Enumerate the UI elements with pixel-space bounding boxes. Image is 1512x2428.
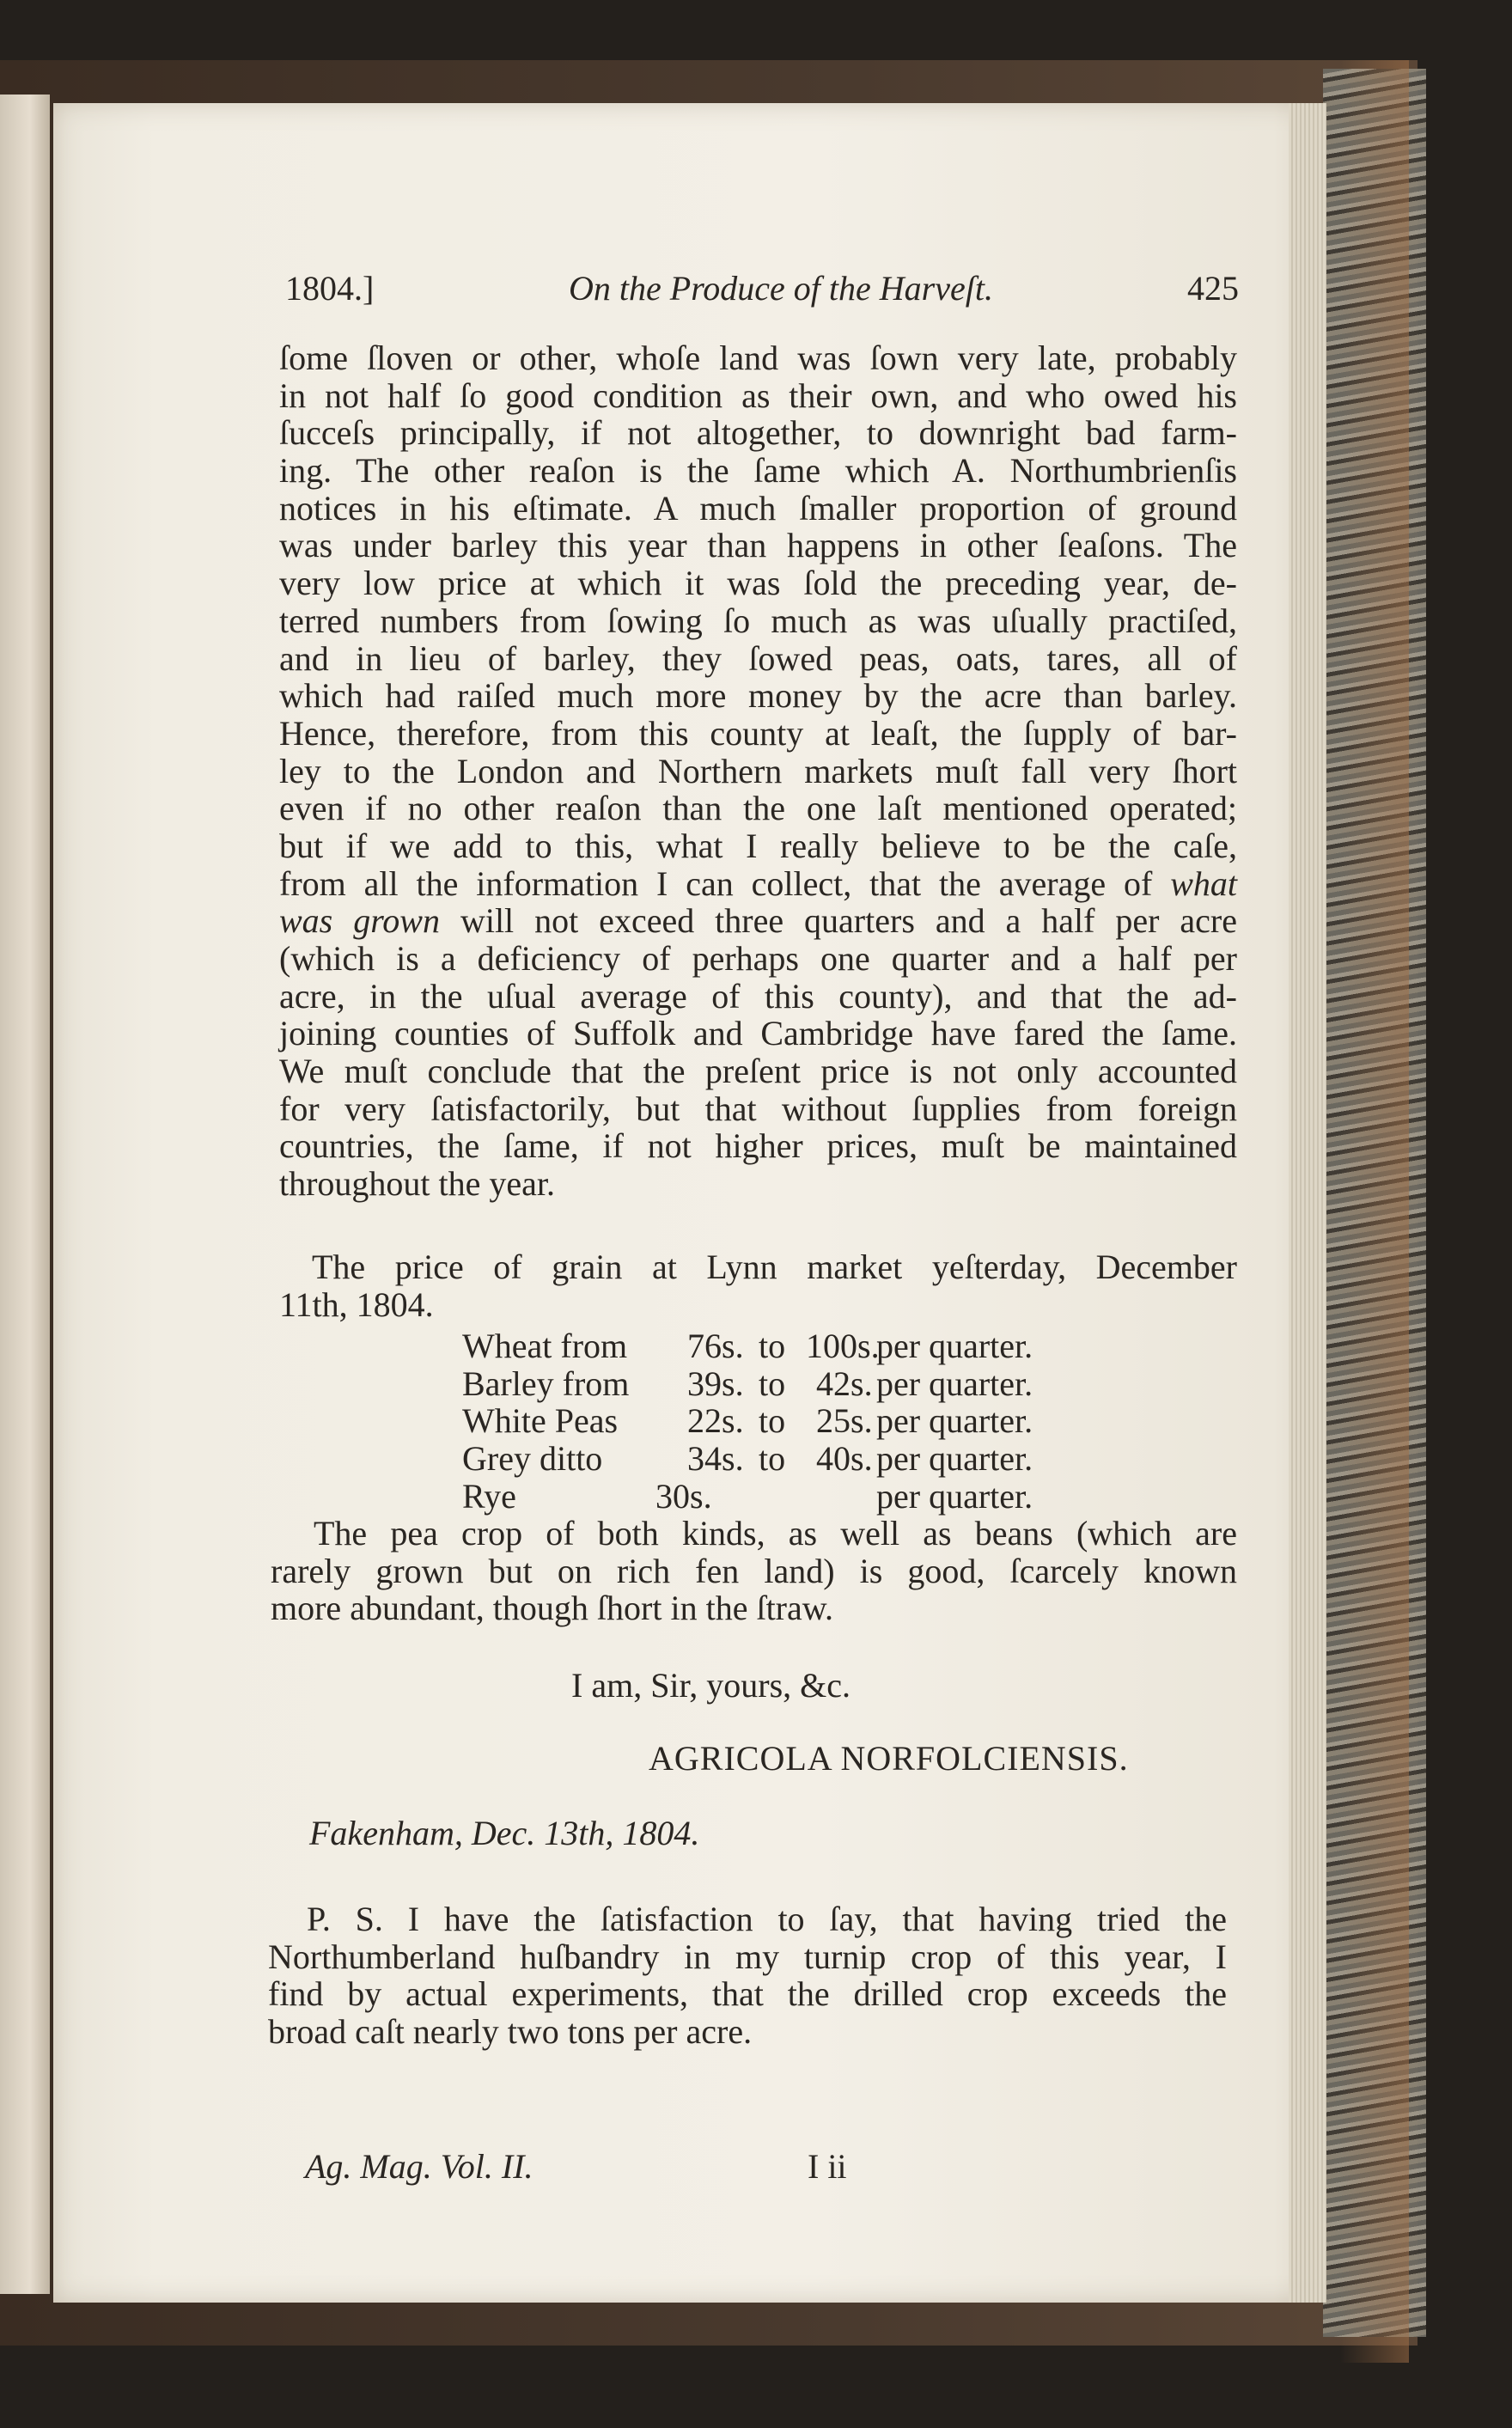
text-line: was under barley this year than happens in other ſeaſons. The bbox=[279, 526, 1237, 565]
price-row bbox=[462, 1365, 1064, 1403]
grain-name: Rye bbox=[462, 1476, 516, 1516]
price-row bbox=[462, 1478, 1064, 1516]
page-footer bbox=[305, 2148, 924, 2191]
text-line: countries, the ſame, if not higher prices, muſt be maintained bbox=[279, 1126, 1237, 1166]
text-line: Northumberland huſbandry in my turnip crop of this year, I bbox=[268, 1937, 1227, 1976]
text-line: and in lieu of barley, they ſowed peas, oats, tares, all of bbox=[279, 638, 1237, 678]
price-low: 30s. bbox=[655, 1476, 712, 1516]
text-line: ing. The other reaſon is the ſame which A. Northumbrienſis bbox=[279, 451, 1237, 491]
text-line: The pea crop of both kinds, as well as beans (which are bbox=[314, 1514, 1237, 1553]
text-line: acre, in the uſual average of this county), and that the ad- bbox=[279, 976, 1237, 1016]
price-unit: per quarter. bbox=[876, 1363, 1033, 1403]
text-line: for very ſatisfactorily, but that without ſupplies from foreign bbox=[279, 1089, 1237, 1128]
text-line: The price of grain at Lynn market yeſterday, December bbox=[312, 1248, 1237, 1286]
price-low: 22s. bbox=[687, 1401, 744, 1441]
text-segment: will not exceed three quarters and a half per acre bbox=[460, 901, 1238, 941]
postscript bbox=[268, 1900, 1227, 2051]
header-year: 1804.] bbox=[285, 269, 375, 308]
page-header bbox=[285, 268, 1239, 320]
page-fore-edge bbox=[1289, 103, 1326, 2303]
signature: AGRICOLA NORFOLCIENSIS. bbox=[649, 1739, 1129, 1778]
left-page-edge bbox=[0, 95, 50, 2294]
text-line: even if no other reaſon than the one laſt mentioned operated; bbox=[279, 789, 1237, 828]
text-line: ſucceſs principally, if not altogether, to downright bad farm- bbox=[279, 413, 1237, 453]
price-high: 42s. bbox=[816, 1363, 873, 1403]
price-row bbox=[462, 1440, 1064, 1478]
grain-name: Grey ditto bbox=[462, 1439, 603, 1479]
price-low: 76s. bbox=[687, 1327, 744, 1365]
dateline: Fakenham, Dec. 13th, 1804. bbox=[309, 1814, 700, 1852]
price-unit: per quarter. bbox=[876, 1476, 1033, 1516]
text-line: joining counties of Suffolk and Cambridge have fared the ſame. bbox=[279, 1014, 1237, 1053]
grain-name: Wheat from bbox=[462, 1327, 628, 1365]
text-line: very low price at which it was ſold the preceding year, de- bbox=[279, 564, 1237, 603]
paragraph-2 bbox=[279, 1248, 1237, 1323]
text-line-with-italic bbox=[279, 902, 1237, 940]
text-line: (which is a deficiency of perhaps one quarter and a half per bbox=[279, 939, 1237, 978]
text-line: in not half ſo good condition as their own, and who owed his bbox=[279, 375, 1237, 415]
paragraph-3 bbox=[271, 1515, 1237, 1627]
paragraph-1 bbox=[279, 339, 1237, 1203]
price-list bbox=[462, 1327, 1064, 1515]
text-line: but if we add to this, what I really believe to be the caſe, bbox=[279, 826, 1237, 865]
text-line: more abundant, though ſhort in the ſtraw. bbox=[271, 1589, 834, 1628]
text-line: ſome ſloven or other, whoſe land was ſown very late, probably bbox=[279, 339, 1237, 377]
grain-name: Barley from bbox=[462, 1363, 630, 1403]
price-low: 39s. bbox=[687, 1363, 744, 1403]
text-line: ley to the London and Northern markets muſt fall very ſhort bbox=[279, 751, 1237, 790]
leather-cover-edge bbox=[1340, 60, 1409, 2363]
text-line: 11th, 1804. bbox=[279, 1284, 434, 1324]
text-line: broad caſt nearly two tons per acre. bbox=[268, 2012, 753, 2052]
running-title: On the Produce of the Harveſt. bbox=[569, 269, 993, 308]
price-to: to bbox=[759, 1439, 786, 1479]
text-line: terred numbers from ſowing ſo much as was uſually practiſed, bbox=[279, 601, 1237, 640]
text-line: We muſt conclude that the preſent price is not only accounted bbox=[279, 1052, 1237, 1091]
text-line-with-italic bbox=[279, 865, 1237, 903]
text-line: Hence, therefore, from this county at leaſt, the ſupply of bar- bbox=[279, 713, 1237, 753]
price-unit: per quarter. bbox=[876, 1439, 1033, 1479]
signature-mark: Ag. Mag. Vol. II. bbox=[305, 2147, 533, 2186]
price-to: to bbox=[759, 1363, 786, 1403]
page-number: 425 bbox=[1187, 269, 1239, 308]
text-line: notices in his eſtimate. A much ſmaller proportion of ground bbox=[279, 488, 1237, 528]
signature-letters: I ii bbox=[808, 2147, 847, 2186]
text-line: rarely grown but on rich fen land) is good, ſcarcely known bbox=[271, 1551, 1237, 1590]
text-line: find by actual experiments, that the drilled crop exceeds the bbox=[268, 1974, 1227, 2014]
text-line: which had raiſed much more money by the acre than barley. bbox=[279, 676, 1237, 716]
price-low: 34s. bbox=[687, 1439, 744, 1479]
price-to: to bbox=[759, 1401, 786, 1441]
price-high: 40s. bbox=[816, 1439, 873, 1479]
text-line: P. S. I have the ſatisfaction to ſay, that having tried the bbox=[307, 1900, 1227, 1938]
text-segment: from all the information I can collect, that the average of bbox=[279, 863, 1153, 903]
italic-phrase: what bbox=[1170, 863, 1238, 903]
price-unit: per quarter. bbox=[876, 1327, 1033, 1365]
italic-phrase: was grown bbox=[279, 901, 440, 941]
price-row bbox=[462, 1327, 1064, 1365]
price-unit: per quarter. bbox=[876, 1401, 1033, 1441]
price-high: 100s. bbox=[806, 1327, 880, 1365]
grain-name: White Peas bbox=[462, 1401, 619, 1441]
text-line: throughout the year. bbox=[279, 1164, 556, 1204]
price-to: to bbox=[759, 1327, 786, 1365]
price-row bbox=[462, 1402, 1064, 1440]
closing: I am, Sir, yours, &c. bbox=[571, 1666, 851, 1705]
price-high: 25s. bbox=[816, 1401, 873, 1441]
